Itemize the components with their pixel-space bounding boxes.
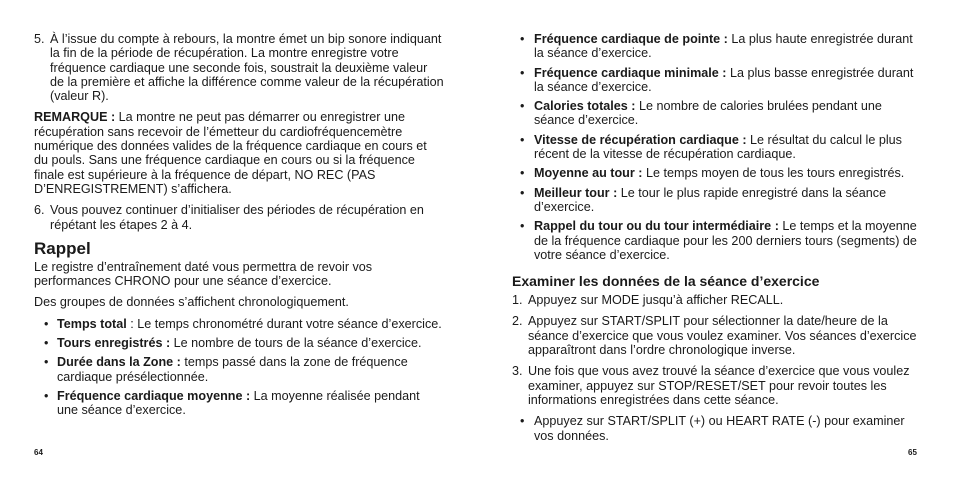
list-item xyxy=(512,32,922,61)
item-label: Temps total xyxy=(57,316,127,331)
item-label: Fréquence cardiaque de pointe : xyxy=(534,32,728,46)
item-text: Le temps moyen de tous les tours enregistrés. xyxy=(642,166,905,181)
item-text: temps passé dans la zone de fréquence cardiaque présélectionnée. xyxy=(57,355,408,384)
step-text: Une fois que vous avez trouvé la séance d’exercice que vous voulez examiner, appuyez sur STOP/RESET/SET pour revoir toutes les informations enregistrées dans cette séance. xyxy=(528,364,910,407)
item-text: : Le temps chronométré durant votre séance d’exercice. xyxy=(126,316,442,331)
item-text: Appuyez sur START/SPLIT (+) ou HEART RATE (-) pour examiner vos données. xyxy=(534,414,905,443)
item-label: Durée dans la Zone : xyxy=(57,355,181,370)
remarque-label: REMARQUE : xyxy=(34,110,116,125)
sub-list-item xyxy=(512,414,922,443)
step-6 xyxy=(34,203,444,232)
step-text: Appuyez sur START/SPLIT pour sélectionner la date/heure de la séance d’exercice que vous voulez examiner. Vos séances d’exercice apparaîtront dans l’ordre chronologique inverse. xyxy=(528,314,917,358)
item-text: Le temps et la moyenne de la fréquence cardiaque pour les 200 derniers tours (segments) de votre séance d’exercice. xyxy=(534,219,917,262)
step-number: 5. xyxy=(34,32,45,46)
step-text: Vous pouvez continuer d’initialiser des périodes de récupération en répétant les étapes 2 à 4. xyxy=(50,203,424,232)
rappel-groups: Des groupes de données s’affichent chronologiquement. xyxy=(34,295,349,310)
item-text: Le nombre de calories brulées pendant une séance d’exercice. xyxy=(534,99,882,128)
step-3 xyxy=(512,364,922,407)
item-text: Le tour le plus rapide enregistré dans la séance d’exercice. xyxy=(534,185,887,214)
left-page xyxy=(34,32,444,423)
list-item xyxy=(512,166,922,180)
step-text: Appuyez sur MODE jusqu’à afficher RECALL. xyxy=(528,293,784,308)
remarque-paragraph xyxy=(34,110,444,196)
step-number: 6. xyxy=(34,203,45,218)
step-2 xyxy=(512,314,922,357)
list-item xyxy=(34,355,444,384)
rappel-intro: Le registre d’entraînement daté vous permettra de revoir vos performances CHRONO pour une séance d’exercice. xyxy=(34,259,373,289)
item-label: Meilleur tour : xyxy=(534,185,618,200)
list-item xyxy=(512,99,922,128)
item-text: La plus basse enregistrée durant la séance d’exercice. xyxy=(534,65,914,94)
item-label: Vitesse de récupération cardiaque : xyxy=(534,132,747,147)
list-item xyxy=(34,317,444,331)
item-text: Le nombre de tours de la séance d’exercice. xyxy=(170,336,422,351)
item-label: Rappel du tour ou du tour intermédiaire : xyxy=(534,219,779,234)
item-text: La plus haute enregistrée durant la séance d’exercice. xyxy=(534,32,913,61)
list-item xyxy=(512,66,922,95)
step-5 xyxy=(34,32,444,103)
step-number: 2. xyxy=(512,314,523,329)
list-item xyxy=(512,133,922,162)
rappel-heading: Rappel xyxy=(34,238,91,258)
item-label: Fréquence cardiaque minimale : xyxy=(534,65,727,80)
step-1 xyxy=(512,293,922,307)
item-label: Moyenne au tour : xyxy=(534,166,643,181)
list-item xyxy=(34,389,444,418)
step-number: 1. xyxy=(512,293,523,308)
page-number-left: 64 xyxy=(34,448,43,457)
remarque-text: La montre ne peut pas démarrer ou enregistrer une récupération sans recevoir de l’émetteur du cardiofréquencemètre numérique des données valides de la fréquence cardiaque en cours et du pouls. Sans une fréquence cardiaque en cours ou si la fréquence finale est supérieure à la fréquence de départ, NO REC (PAS D’ENREGISTREMENT) s’affichera. xyxy=(34,110,427,196)
step-text: À l’issue du compte à rebours, la montre émet un bip sonore indiquant la fin de la période de récupération. La montre enregistre votre fréquence cardiaque une seconde fois, soustrait la deuxième valeur de la première et affiche la différence comme valeur de la récupération (valeur R). xyxy=(50,32,444,104)
list-item xyxy=(512,219,922,262)
item-label: Fréquence cardiaque moyenne : xyxy=(57,388,251,403)
item-label: Tours enregistrés : xyxy=(57,336,171,351)
page-number-right: 65 xyxy=(908,448,917,457)
right-page xyxy=(512,32,922,448)
examiner-heading: Examiner les données de la séance d’exercice xyxy=(512,273,820,290)
list-item xyxy=(512,186,922,215)
list-item xyxy=(34,336,444,350)
item-label: Calories totales : xyxy=(534,99,636,114)
item-text: Le résultat du calcul le plus récent de la vitesse de récupération cardiaque. xyxy=(534,132,902,162)
step-number: 3. xyxy=(512,364,523,379)
item-text: La moyenne réalisée pendant une séance d’exercice. xyxy=(57,388,420,418)
